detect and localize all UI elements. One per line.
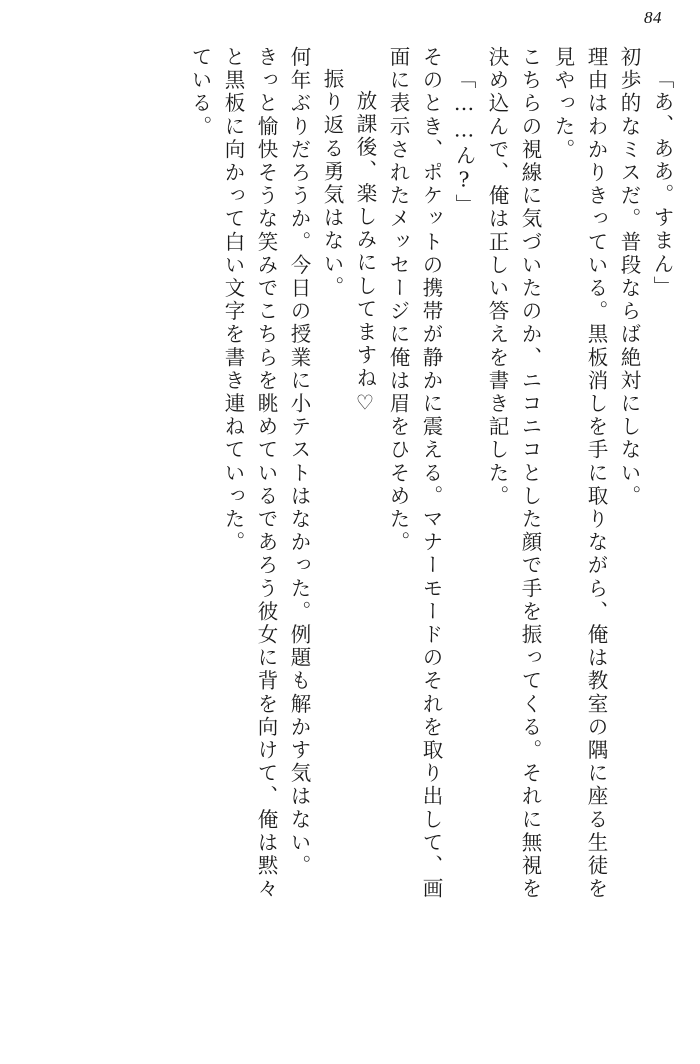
text-line: 「あ、ああ。すまん」 bbox=[650, 68, 674, 299]
text-line: 振り返る勇気はない。 bbox=[320, 68, 344, 299]
page-number: 84 bbox=[644, 8, 662, 27]
text-line: 放課後、楽しみにしてますね♡ bbox=[353, 90, 377, 417]
text-line: きっと愉快そうな笑みでこちらを眺めているであろう彼女に背を向けて、俺は黙々 bbox=[254, 46, 278, 901]
text-line: 決め込んで、俺は正しい答えを書き記した。 bbox=[485, 46, 509, 508]
text-line: こちらの視線に気づいたのか、ニコニコとした顔で手を振ってくる。それに無視を bbox=[518, 46, 542, 901]
text-line: 初歩的なミスだ。普段ならば絶対にしない。 bbox=[617, 46, 641, 508]
text-line: と黒板に向かって白い文字を書き連ねていった。 bbox=[221, 46, 245, 555]
text-line: ている。 bbox=[188, 46, 212, 139]
text-line: 理由はわかりきっている。黒板消しを手に取りながら、俺は教室の隅に座る生徒を bbox=[584, 46, 608, 901]
vertical-body-text bbox=[30, 46, 672, 1020]
text-line: 見やった。 bbox=[551, 46, 575, 162]
text-line: 「……ん?」 bbox=[452, 68, 476, 218]
text-line: そのとき、ポケットの携帯が静かに震える。マナーモードのそれを取り出して、画 bbox=[419, 46, 443, 901]
text-line: 何年ぶりだろうか。今日の授業に小テストはなかった。例題も解かす気はない。 bbox=[287, 46, 311, 878]
text-line: 面に表示されたメッセージに俺は眉をひそめた。 bbox=[386, 46, 410, 555]
